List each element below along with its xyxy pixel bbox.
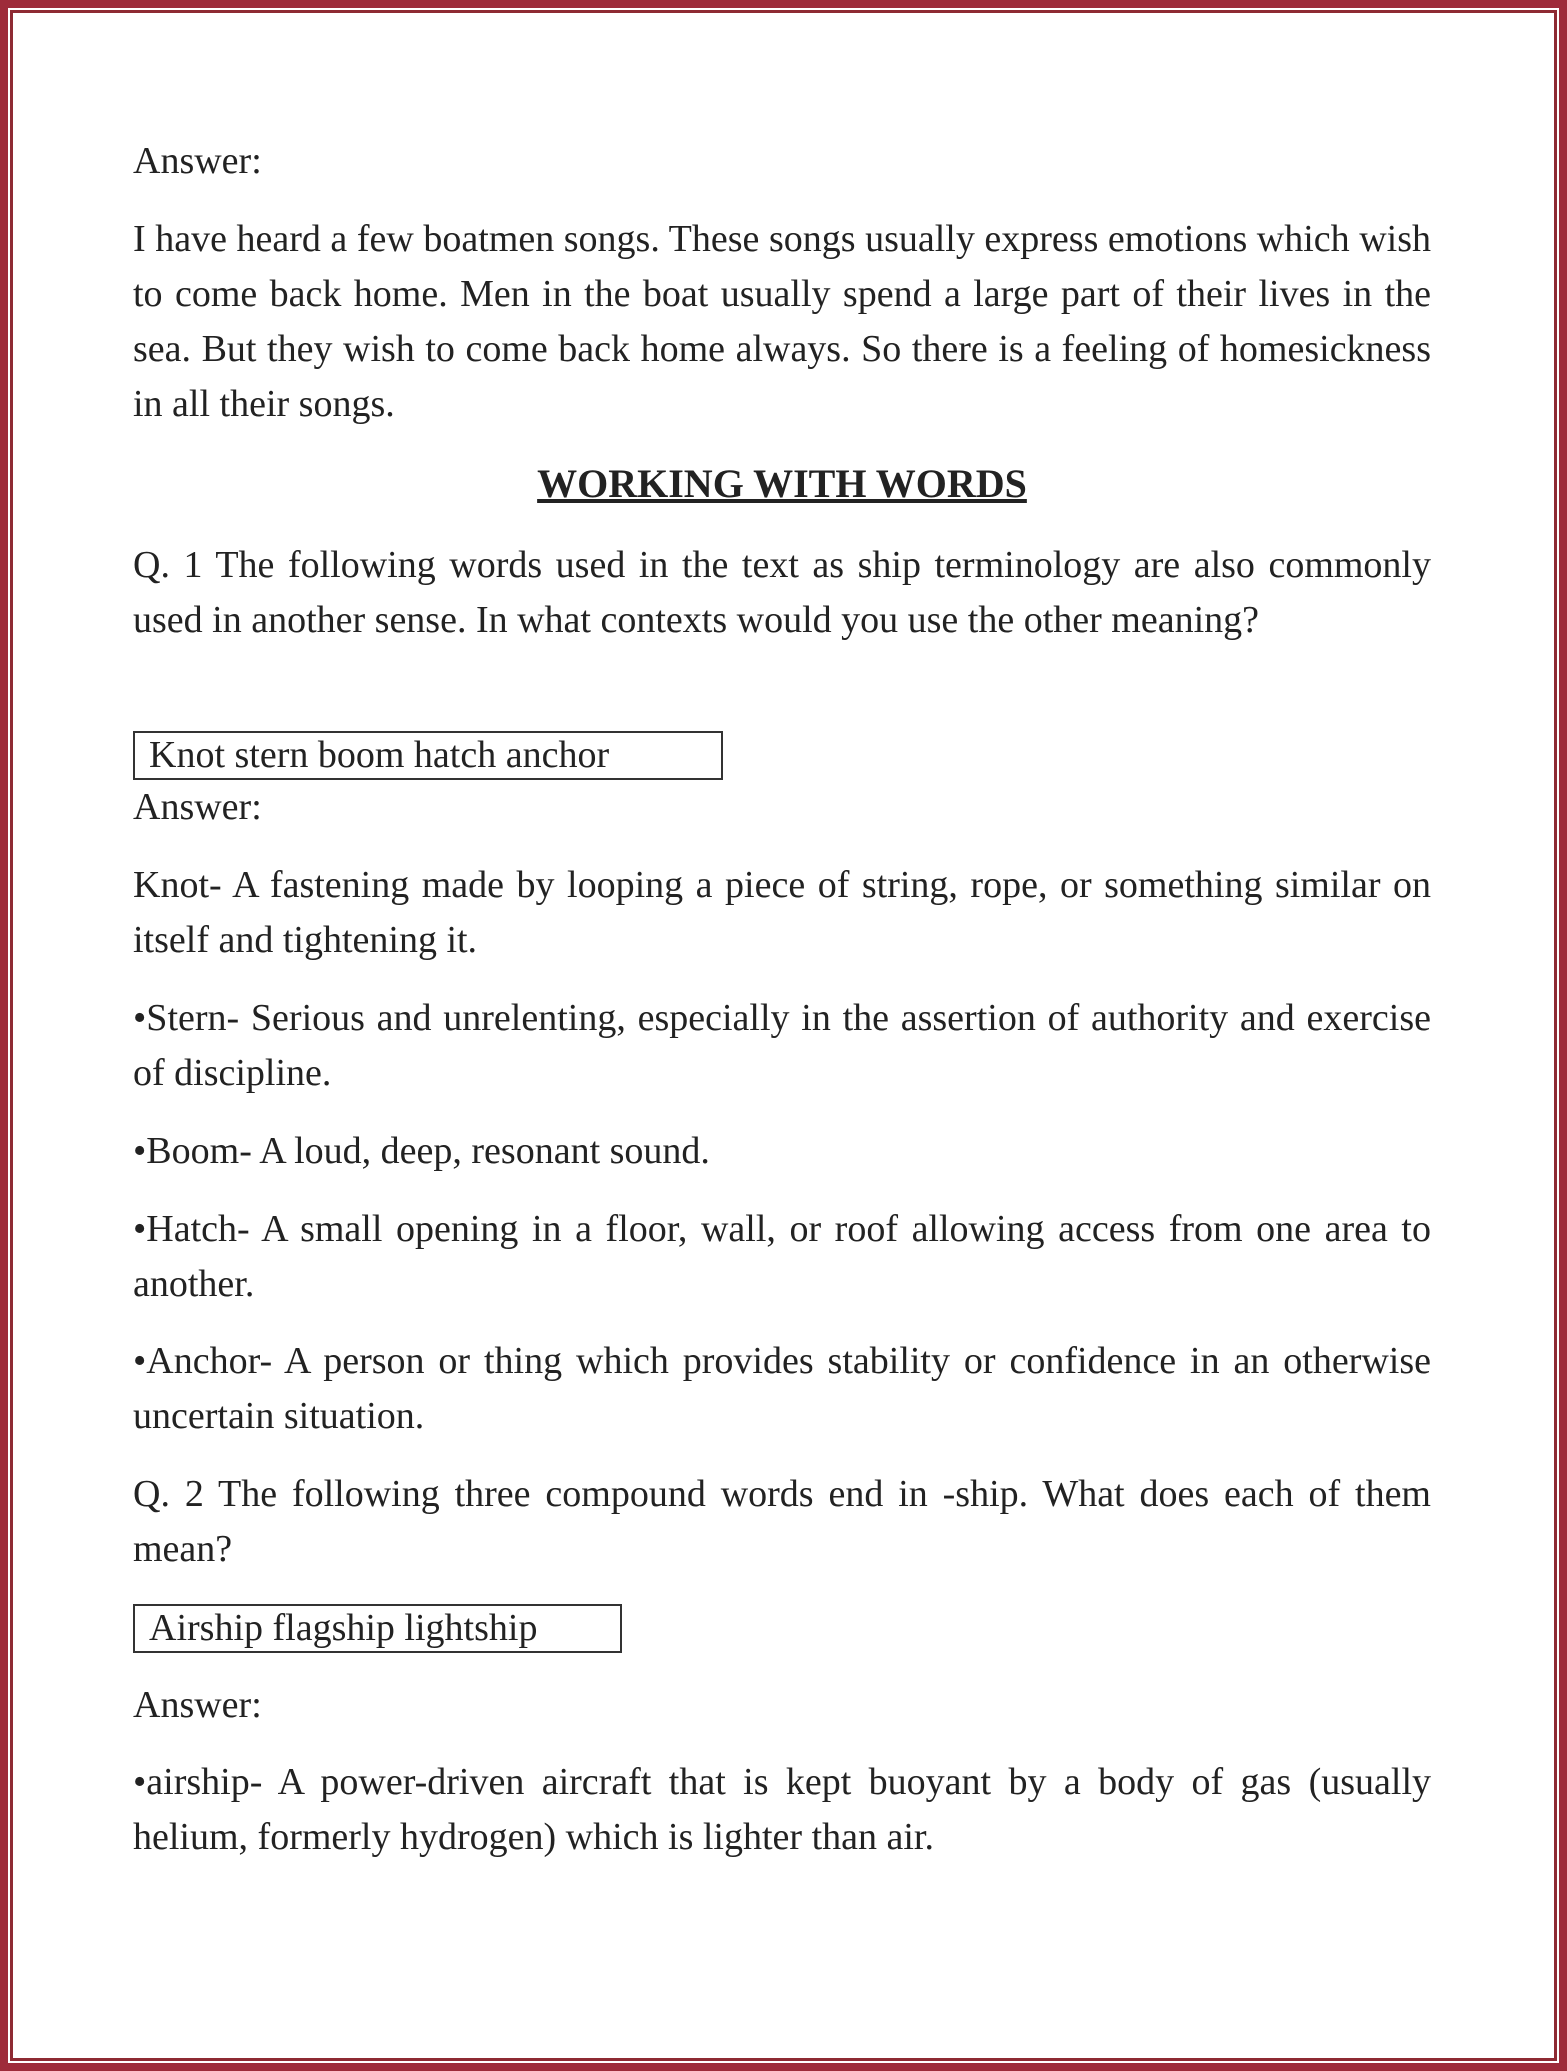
- q1-question: Q. 1 The following words used in the text as ship terminology are also commonly used in another sense. In what contexts would you use the other meaning?: [133, 544, 1431, 641]
- q1-answer-hatch: •Hatch- A small opening in a floor, wall, or roof allowing access from one area to another.: [133, 1208, 1431, 1305]
- q1-answer-label: Answer:: [133, 786, 262, 828]
- intro-answer-paragraph: I have heard a few boatmen songs. These songs usually express emotions which wish to come back home. Men in the boat usually spend a large part of their lives in the sea. But they wish to come back home always. So there is a feeling of homesickness in all their songs.: [133, 218, 1431, 425]
- q1-word-box: Knot stern boom hatch anchor: [133, 731, 723, 780]
- q2-answer-label: Answer:: [133, 1684, 262, 1726]
- answer-label: Answer:: [133, 140, 262, 182]
- section-heading: WORKING WITH WORDS: [537, 461, 1027, 506]
- q1-answer-anchor: •Anchor- A person or thing which provides stability or confidence in an otherwise uncertain situation.: [133, 1340, 1431, 1437]
- q1-answer-stern: •Stern- Serious and unrelenting, especially in the assertion of authority and exercise of discipline.: [133, 997, 1431, 1094]
- q2-question: Q. 2 The following three compound words end in -ship. What does each of them mean?: [133, 1473, 1431, 1570]
- q2-answer-airship: •airship- A power-driven aircraft that is kept buoyant by a body of gas (usually helium, formerly hydrogen) which is lighter than air.: [133, 1761, 1431, 1858]
- q2-word-box: Airship flagship lightship: [133, 1604, 622, 1653]
- q1-answer-boom: •Boom- A loud, deep, resonant sound.: [133, 1130, 710, 1172]
- q1-answer-knot: Knot- A fastening made by looping a piece of string, rope, or something similar on itself and tightening it.: [133, 864, 1431, 961]
